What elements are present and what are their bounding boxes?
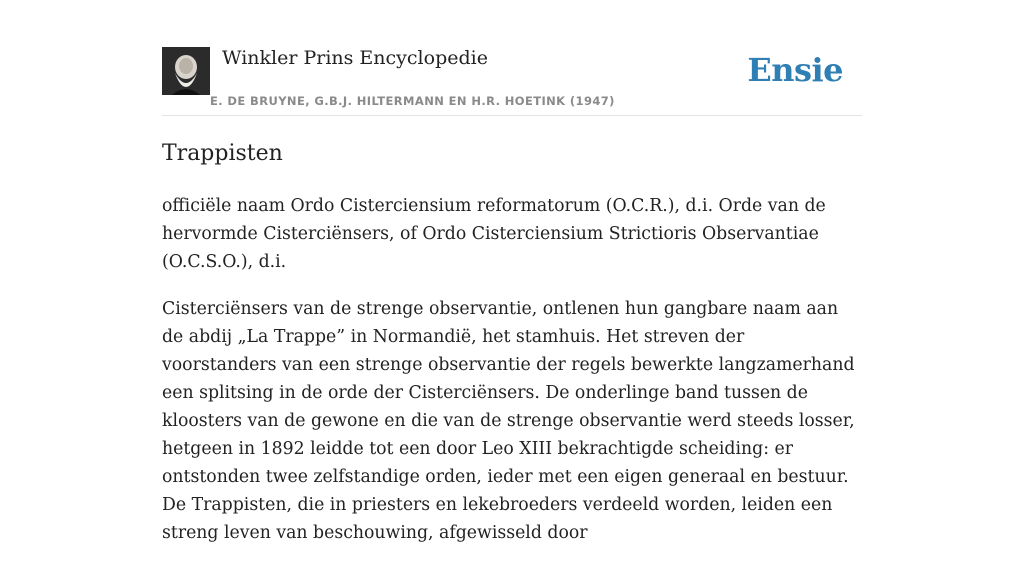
authors-byline: E. DE BRUYNE, G.B.J. HILTERMANN EN H.R. HOETINK (1947) xyxy=(210,94,615,108)
brand-logo[interactable]: Ensie xyxy=(747,51,843,89)
site-header xyxy=(162,0,862,116)
author-avatar[interactable] xyxy=(162,47,210,95)
article-body xyxy=(162,192,862,566)
article-title: Trappisten xyxy=(162,141,283,166)
author-portrait-icon xyxy=(162,47,210,95)
page xyxy=(162,0,862,543)
site-title[interactable]: Winkler Prins Encyclopedie xyxy=(222,47,488,69)
paragraph-2: Cisterciënsers van de strenge observantie, ontlenen hun gangbare naam aan de abdij „La Trappe” in Normandië, het stamhuis. Het streven der voorstanders van een strenge observantie der regels bewerkte langzamerhand een splitsing in de orde der Cisterciënsers. De onderlinge band tussen de kloosters van de gewone en die van de strenge observantie werd steeds losser, hetgeen in 1892 leidde tot een door Leo XIII bekrachtigde scheiding: er ontstonden twee zelfstandige orden, ieder met een eigen generaal en bestuur. De Trappisten, die in priesters en lekebroeders verdeeld worden, leiden een streng leven van beschouwing, afgewisseld door xyxy=(162,299,855,543)
paragraph-1: officiële naam Ordo Cisterciensium reformatorum (O.C.R.), d.i. Orde van de hervormde Cisterciënsers, of Ordo Cisterciensium Strictioris Observantiae (O.C.S.O.), d.i. xyxy=(162,196,826,272)
